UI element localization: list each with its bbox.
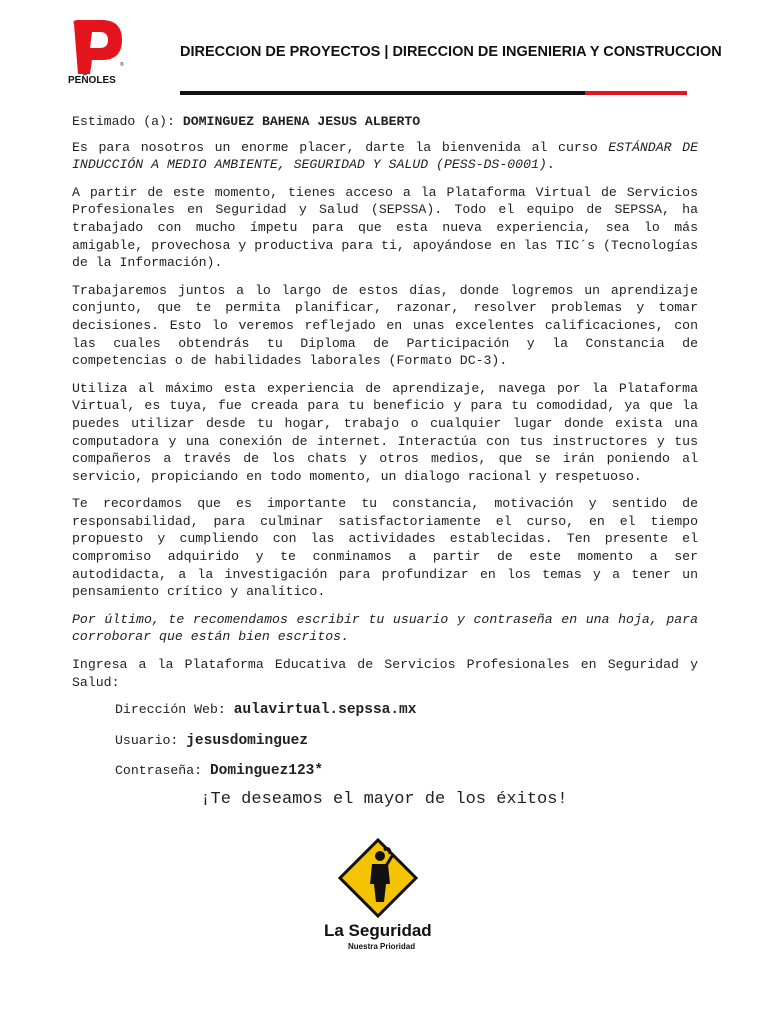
safety-badge (320, 836, 450, 956)
paragraph-6: Por último, te recomendamos escribir tu usuario y contraseña en una hoja, para corroborar que están bien escritos. (72, 611, 698, 645)
web-address[interactable]: aulavirtual.sepssa.mx (233, 702, 417, 719)
web-label: Dirección Web: (115, 702, 234, 718)
closing-wish: ¡Te deseamos el mayor de los éxitos! (200, 790, 568, 809)
paragraph-3: Trabajaremos juntos a lo largo de estos días, donde logremos un aprendizaje conjunto, que te permita planificar, razonar, resolver problemas y tomar decisiones. Esto lo veremos reflejado en unas excelentes calificaciones, con las cuales obtendrás tu Diploma de Participación y la Constancia de competencias o de habilidades laborales (Formato DC-3). (72, 282, 698, 369)
password-label: Contraseña: (115, 763, 210, 779)
paragraph-7: Ingresa a la Plataforma Educativa de Servicios Profesionales en Seguridad y Salud: (72, 657, 698, 690)
recipient-name: DOMINGUEZ BAHENA JESUS ALBERTO (182, 114, 421, 129)
credential-web (115, 701, 698, 720)
header-rule-red (585, 91, 687, 95)
header-title: DIRECCION DE PROYECTOS | DIRECCION DE INGENIERIA Y CONSTRUCCION (180, 44, 722, 60)
badge-title: La Seguridad (324, 921, 432, 940)
username: jesusdominguez (186, 732, 309, 749)
badge-subtitle: Nuestra Prioridad (348, 942, 416, 951)
user-label: Usuario: (115, 732, 187, 748)
course-name: ESTÁNDAR DE INDUCCIÓN A MEDIO AMBIENTE, SEGURIDAD Y SALUD (PESS-DS-0001) (72, 139, 698, 173)
paragraph-4: Utiliza al máximo esta experiencia de aprendizaje, navega por la Plataforma Virtual, es tuya, fue creada para tu beneficio y para tu comodidad, ya que la puedes utilizar desde tu hogar, trabajo o cualquier lugar donde exista una computadora y una conexión de internet. Interactúa con tus instructores y tus compañeros a través de los chats y otros medios, que se irán poniendo al servicio, propiciando en todo momento, un dialogo racional y respetuoso. (72, 380, 698, 484)
penoles-logo (66, 16, 130, 86)
logo-text: PEÑOLES (68, 75, 116, 86)
paragraph-5: Te recordamos que es importante tu constancia, motivación y sentido de responsabilidad, para culminar satisfactoriamente el curso, en el tiempo propuesto y cumpliendo con las actividades establecidas. Ten presente el compromiso adquirido y te conminamos a partir de este momento a ser autodidacta, a la investigación para profundizar en los temas y a tener un pensamiento crítico y analítico. (72, 496, 698, 600)
credential-password (115, 762, 698, 781)
salutation-label: Estimado (a): (72, 114, 175, 129)
credentials (115, 701, 698, 781)
header-rule-black (180, 91, 585, 95)
paragraph-1-end: . (546, 157, 555, 173)
salutation (72, 113, 698, 131)
paragraph-2: A partir de este momento, tienes acceso a la Plataforma Virtual de Servicios Profesionales en Seguridad y Salud (SEPSSA). Todo el equipo de SEPSSA, ha trabajado con mucho ímpetu para que esta nueva experiencia, sea lo más amigable, provechosa y productiva para ti, apoyándose en las TIC´s (Tecnologías de la Información). (72, 184, 698, 271)
paragraph-1-text: Es para nosotros un enorme placer, darte la bienvenida al curso (72, 139, 609, 155)
svg-text:®: ® (120, 62, 124, 68)
credential-user (115, 732, 698, 751)
paragraph-1 (72, 139, 698, 174)
letter-body (72, 113, 698, 793)
password: Dominguez123* (209, 763, 324, 780)
warning-sign-icon (340, 840, 416, 916)
